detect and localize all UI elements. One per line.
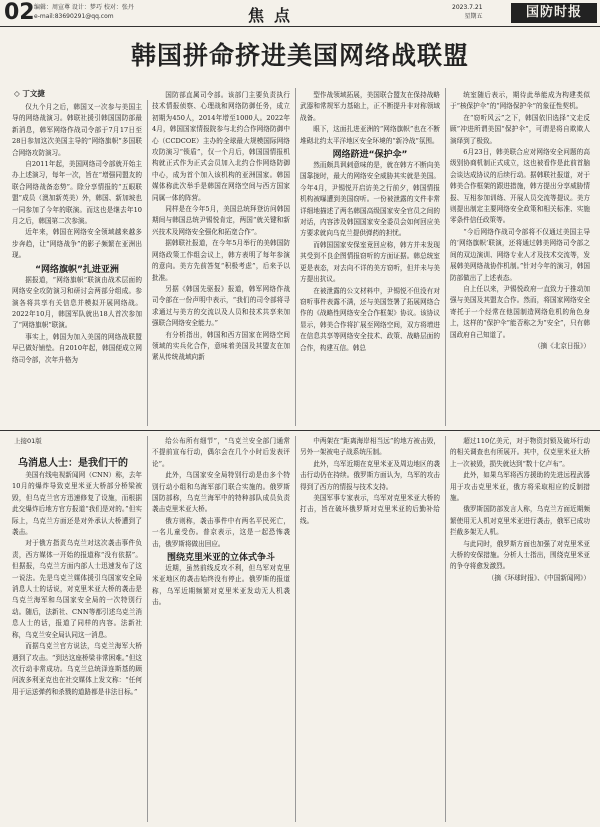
article1-col4 — [450, 90, 590, 427]
article2-col3 — [300, 436, 440, 822]
email-line: e-mail:83690291@qq.com — [34, 13, 114, 20]
subheading: “网络旗帜”扎进亚洲 — [35, 264, 119, 275]
paragraph: 型作战领域拓展，美国联合盟友在保持战略武器和常规军力基础上，正不断提升非对称领域战备。 — [300, 91, 440, 122]
paragraph: 近期，虽然前线反攻不利，但乌军对克里米亚地区的袭击始终没有停止。俄罗斯的报道称，乌军近期频繁对克里米亚发动无人机袭击。 — [152, 564, 290, 607]
article1-col1 — [12, 102, 142, 427]
paragraph: 6月23日，韩美联合应对网络安全问题的高级别协商机制正式成立，这也被看作是此前首脑会谈达成协议的后续行动。据韩联社报道，对于韩美合作框架的跟进措施，韩方提出分享威胁情报、互相参加训练、开展人员交流等提议。美方则提出制定主要网络安全政策和相关标准、实施零条件信任政策等。 — [450, 148, 590, 225]
column-rule — [147, 436, 148, 822]
paragraph: 此外，乌军近期在克里米亚及周边地区的袭击行动仍在持续。俄罗斯方面认为，乌军的攻击得到了西方的情报与技术支持。 — [300, 459, 440, 491]
paragraph: 在被泄露的公文材料中，尹锡悦不但没有对窃听事件表露不满，还与美国签署了拓展网络合作的《战略性网络安全合作框架》协议。该协议显示，韩美合作将扩展至网络空间，双方将增进在信息共享等网络安全技术、政策、战略层面的合作，构建互信。韩总 — [300, 286, 440, 352]
paragraph: 自2011年起，美国网络司令部就开始主办上述演习，每年一次，旨在“增强同盟友的联合网络战备态势”。除分享情报的“五眼联盟”成员（澳加新英美）外，韩国、新加坡也一同参加了今年的联演。而这也是继去年10月之后，韩国第二次参演。 — [12, 160, 142, 226]
article2-col4 — [450, 436, 590, 822]
paragraph: “今后网络作战司令部将不仅通过美国主导的‘网络旗帜’联演，还将通过韩美网络司令部之间的双边演训、网络专业人才及技术交流等，发展韩美网络战协作机制。”针对今年的演习，韩国防部做出了上述表态。 — [450, 227, 590, 282]
section-title: 焦点 — [248, 6, 301, 25]
article2-col1 — [12, 470, 142, 822]
subheading: 围绕克里米亚的立体式争斗 — [166, 553, 275, 564]
paragraph: 对于俄方指责乌克兰对这次袭击事件负责，西方媒体一开始的报道称“没有依据”。但据报，乌克兰方面内部人士迅速发布了这一说法。先是乌克兰媒体援引乌国家安全局消息人士的话说，对克里米亚大桥的袭击是乌克兰海军和乌国家安全局的一次特别行动。随后，法新社、CNN等都引述乌克兰消息人士的话，报道了同样的内容。法新社称，乌克兰安全局认同这一消息。 — [12, 539, 142, 639]
paragraph: 事实上，韩国为加入美国的网络战联盟早已做好铺垫。自2010年起，韩国便成立网络司令部，次年升格为 — [12, 332, 142, 364]
paragraph: 给公布所有细节”，“乌克兰安全部门通常不提前宣布行动，偶尔会在几个小时后发表评论”。 — [152, 437, 290, 468]
column-rule — [445, 436, 446, 822]
paragraph: 俄方则称，袭击事件中有两名平民死亡，一名儿童受伤。普京表示，这是一起恐怖袭击，俄罗斯将做出回应。 — [152, 516, 290, 548]
paragraph: 中两架在“距离海岸相当远”的地方被击毁，另外一架被电子战系统压制。 — [300, 437, 440, 457]
article2-source: （摘《环球时报》、《中国新闻网》） — [487, 573, 590, 582]
paragraph: 此外，乌国家安全局特别行动是由多个特别行动小组和乌海军部门联合实施的。俄罗斯国防部称，乌克兰海军中的特种部队成员负责袭击克里米亚大桥。 — [152, 471, 290, 514]
editor-line: 编辑：周宣尊 设计：梦巧 校对：张丹 — [34, 4, 134, 11]
article1-byline: ◇ 丁文捷 — [14, 89, 45, 98]
article1-col2 — [152, 90, 290, 427]
column-rule — [295, 88, 296, 426]
paragraph: 超过110亿美元，对于物资封锁及破坏行动的相关调查也有所展开。其中，仅克里米亚大桥上一次被毁，损失就达到“数十亿卢布”。 — [450, 437, 590, 468]
article2-col2 — [152, 436, 290, 822]
paragraph: 有分析指出，韩国和西方国家在网络空间领域的实兵化合作，意味着美国及其盟友在加紧从传统战域向新 — [152, 330, 290, 362]
paragraph: 自上任以来，尹锡悦政府一直致力于推动加强与美国及其盟友合作。然而，将国家网络安全寄托于一个经常在他国制造网络危机的角色身上，这样的“保护伞”能否称之为“安全”，只有韩国政府自己知道了。 — [450, 284, 590, 339]
paragraph: 俄罗斯国防部发言人称，乌克兰方面近期频繁使用无人机对克里米亚进行袭击，俄军已成功拦截多架无人机。 — [450, 505, 590, 537]
paragraph: 仅九个月之后，韩国又一次参与美国主导的网络战演习。韩联社援引韩国国防部最新消息，韩军网络作战司令部于7月17日至28日参加这次美国主导的“网络旗帜”多国联合网络攻防演习。 — [12, 103, 142, 157]
paragraph: 国防部直属司令部。该部门主要负责执行技术情报侦察、心理战和网络防御任务，成立初期为450人，2014年增至1000人。2022年4月，韩国国家情报院参与北约合作网络防御中心（CCDCOE）主办的全球最大规模国际网络攻防演习“锁盾”，仅一个月后，韩国国情报机构就正式作为正式会员加入北约合作网络防御中心，成为首个加入该机构的亚洲国家。韩国媒体称此次举手是韩国在网络空间与西方国家同属一体的阵营。 — [152, 91, 290, 202]
article1-col3 — [300, 90, 440, 427]
date-info — [452, 3, 483, 21]
paragraph: 另据《韩国先驱报》报道，韩军网络作战司令部在一份声明中表示，“我们的司令部将寻求通过与美方的交流以及人员和技术共享来加强联合网络安全能力。” — [152, 284, 290, 328]
newspaper-logo: 国防时报 — [511, 3, 597, 23]
paragraph: 眼下，这面扎进亚洲的“网络旗帜”也在不断堆砌北约太平洋地区安全环境的“新冷战”氛围。 — [300, 125, 440, 145]
paragraph: 同样是在今年5月，美国总统拜登访问韩国期间与韩国总统尹锡悦肯定，两国“就关键和新兴技术及网络安全强化和拓宽合作”。 — [152, 205, 290, 236]
paragraph: 据报道，“网络旗帜”联演由战术层面的网络安全攻防演习和研讨会两部分组成。参演各将共享有关信息并模拟开展网络战。2022年10月，韩国军队就出18人首次参加了“网络旗帜”联演。 — [12, 275, 142, 330]
column-rule — [295, 436, 296, 822]
paragraph: 而韩国国家安保室竟回应称，韩方并未发现其受到不良企图情报窃听的方面证据。韩总统室更是表态，对去向不详的美方窃听，但并未与美方提出抗议。 — [300, 240, 440, 284]
column-rule — [445, 88, 446, 426]
article2-headline: 乌消息人士：是我们干的 — [18, 458, 128, 469]
paragraph: 在“窃听风云”之下，韩国依旧选择“文走反顾”冲进所谓美国“保护伞”，可谓是将自欺欺人演绎到了极致。 — [450, 113, 590, 145]
page-header — [0, 0, 600, 27]
article1-source: （摘《北京日报》） — [533, 341, 590, 350]
paragraph: 然而颇具讽刺意味的是，就在韩方不断向美国靠拢时，最大的网络安全威胁其实就是美国。今年4月，尹锡悦开启访美之行前夕，韩国情报机构被曝遭到美国窃听。一份被泄露的文件非常详细地描述了两名韩国高级国家安全官员之间的对话，内容涉及韩国国家安全委员会如何回应美方要求就向乌克兰提供弹药的担忧。 — [300, 161, 440, 238]
paragraph: 而据乌克兰官方说法，乌克兰海军大桥遇到了攻击。“到达这座桥梁非常困难。”但这次行动非常成功。乌克兰总统泽连斯基的顾问波多利亚克也在社交媒体上发文称：“任何用于运送弹药和杀戮的道路都是非法目标。” — [12, 642, 142, 696]
section-divider — [0, 430, 600, 431]
paragraph: 据韩联社报道，在今年5月举行的美韩国防网络政策工作组会议上，韩方表明了每年参演的意向。美方先前答复“积极考虑”，后来予以批准。 — [152, 239, 290, 282]
article1-headline: 韩国拼命挤进美国网络战联盟 — [130, 41, 469, 70]
paragraph: 近年来，韩国在网络安全领域越来越多步奔趋，让“网络战争”的影子频繁在亚洲出现。 — [12, 228, 142, 260]
paragraph: 美国军事专家表示，乌军对克里米亚大桥的打击，旨在破坏俄罗斯对克里米亚的后勤补给线。 — [300, 494, 440, 525]
paragraph: 统室随后表示，期待此举能成为构建类似于“核保护伞”的“网络保护伞”的象征性契机。 — [450, 91, 590, 111]
page-number: 02 — [4, 0, 35, 25]
weekday: 星期五 — [464, 13, 483, 20]
paragraph: 美国有线电视新闻网（CNN）称，去年10月的爆炸导致克里米亚大桥部分桥梁被毁，但乌克兰官方迅速修复了设施，而根据此交爆炸后地方官方报道“我们是对的。”但实际上，乌克兰方面还是对外承认大桥遭到了袭击。 — [12, 471, 142, 537]
subheading: 网络跻进“保护伞” — [332, 150, 408, 161]
column-rule — [147, 100, 148, 426]
paragraph: 此外，如果乌军将西方援助的先进远程武器用于攻击克里米亚，俄方将采取相应的反制措施。 — [450, 471, 590, 503]
editor-info — [34, 3, 134, 21]
paragraph: 与此同时，俄罗斯方面也加强了对克里米亚大桥的安保措施。分析人士指出，围绕克里米亚的争夺将愈发激烈。 — [450, 539, 590, 571]
date: 2023.7.21 — [452, 4, 483, 11]
continued-tag: 上接01版 — [14, 437, 42, 445]
